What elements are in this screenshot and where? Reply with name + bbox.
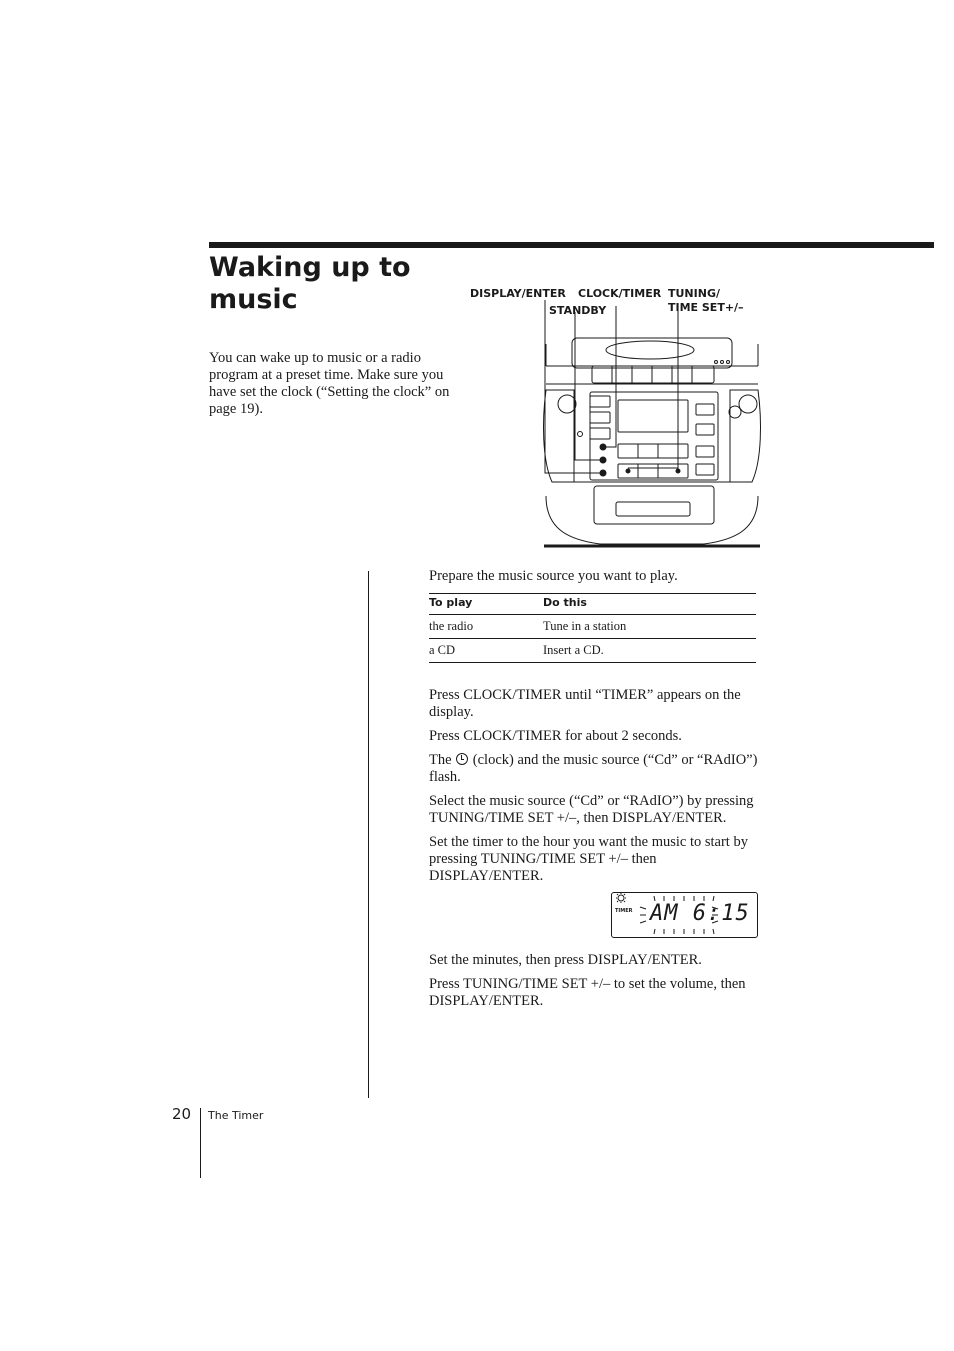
step-6: Set the minutes, then press DISPLAY/ENTER. bbox=[429, 952, 702, 968]
intro-paragraph: You can wake up to music or a radio program at a preset time. Make sure you have set the clock (“Setting the clock” on page 19). bbox=[209, 350, 450, 417]
source-table bbox=[429, 593, 756, 663]
top-rule bbox=[209, 242, 934, 248]
table-row bbox=[429, 615, 756, 639]
step-3-note bbox=[429, 752, 759, 786]
step-2: Press CLOCK/TIMER until “TIMER” appears on the display. bbox=[429, 687, 741, 720]
display-time: AM 6:15 bbox=[650, 901, 750, 926]
page-title: Waking up to music bbox=[209, 252, 411, 315]
step-3-note-a: The bbox=[429, 752, 452, 768]
timer-display-illustration bbox=[611, 892, 758, 938]
display-timer-tag: TIMER bbox=[615, 908, 633, 914]
label-clock-timer: CLOCK/TIMER bbox=[578, 287, 662, 300]
step-1: Prepare the music source you want to play. bbox=[429, 568, 678, 584]
boombox-diagram bbox=[540, 300, 764, 552]
column-rule bbox=[368, 571, 369, 1098]
table-cell: the radio bbox=[429, 615, 543, 639]
table-row bbox=[429, 639, 756, 663]
clock-icon bbox=[456, 753, 468, 765]
table-cell: Insert a CD. bbox=[543, 639, 756, 663]
label-standby: STANDBY bbox=[549, 304, 607, 317]
step-4: Select the music source (“Cd” or “RAdIO”) by pressing TUNING/TIME SET +/–, then DISPLAY/ENTER. bbox=[429, 793, 754, 826]
footer-rule bbox=[200, 1108, 201, 1178]
label-tuning-line2: TIME SET+/– bbox=[668, 301, 744, 314]
step-3-note-b: (clock) and the music source (“Cd” or “RAdIO”) flash. bbox=[429, 752, 758, 785]
table-cell: a CD bbox=[429, 639, 543, 663]
steps-column bbox=[429, 568, 759, 1017]
page-number: 20 bbox=[172, 1105, 192, 1123]
label-tuning-line1: TUNING/ bbox=[668, 287, 720, 300]
section-name: The Timer bbox=[208, 1109, 264, 1122]
label-display-enter: DISPLAY/ENTER bbox=[470, 287, 566, 300]
table-header: Do this bbox=[543, 594, 756, 615]
step-5: Set the timer to the hour you want the music to start by pressing TUNING/TIME SET +/– then DISPLAY/ENTER. bbox=[429, 834, 748, 884]
table-header: To play bbox=[429, 594, 543, 615]
step-3: Press CLOCK/TIMER for about 2 seconds. bbox=[429, 728, 682, 744]
step-7: Press TUNING/TIME SET +/– to set the volume, then DISPLAY/ENTER. bbox=[429, 976, 746, 1009]
table-header-row bbox=[429, 594, 756, 615]
table-cell: Tune in a station bbox=[543, 615, 756, 639]
